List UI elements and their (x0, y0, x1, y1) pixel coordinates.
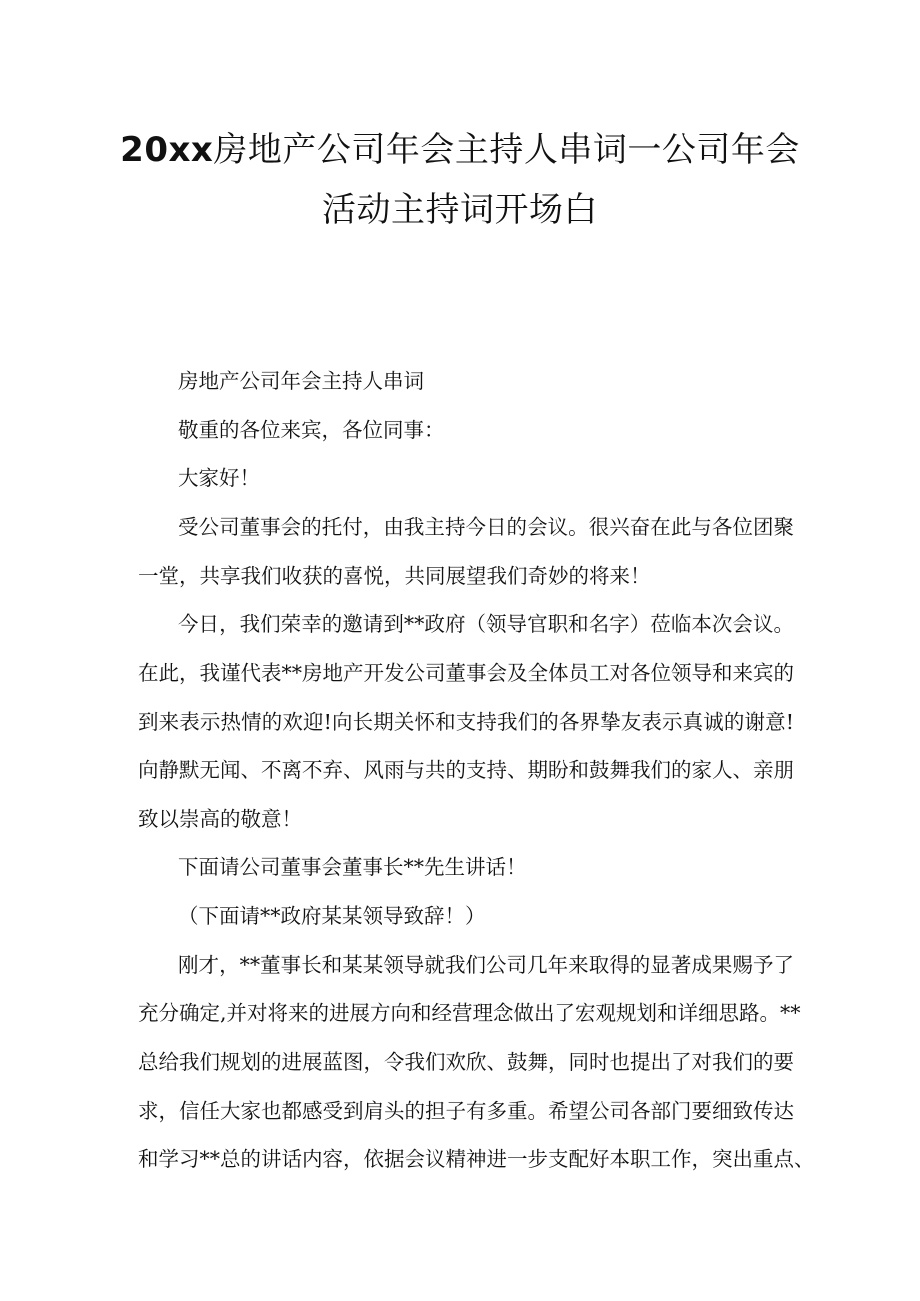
body-line: 总给我们规划的进展蓝图，令我们欢欣、鼓舞，同时也提出了对我们的要 (138, 1050, 794, 1074)
body-line: 今日，我们荣幸的邀请到**政府（领导官职和名字）莅临本次会议。 (178, 612, 794, 636)
body-line: 充分确定,并对将来的进展方向和经营理念做出了宏观规划和详细思路。** (138, 1001, 801, 1025)
document-title-line-2: 活动主持词开场白 (322, 190, 598, 230)
body-line: 向静默无闻、不离不弃、风雨与共的支持、期盼和鼓舞我们的家人、亲朋 (138, 758, 794, 782)
body-line: 刚才，**董事长和某某领导就我们公司几年来取得的显著成果赐予了 (178, 953, 794, 977)
body-line: 到来表示热情的欢迎!向长期关怀和支持我们的各界挚友表示真诚的谢意! (138, 710, 794, 734)
body-line: 一堂，共享我们收获的喜悦，共同展望我们奇妙的将来！ (138, 564, 651, 588)
body-line: 下面请公司董事会董事长**先生讲话！ (178, 855, 527, 879)
body-line: 和学习**总的讲话内容，依据会议精神进一步支配好本职工作，突出重点、 (138, 1147, 815, 1171)
salutation: 敬重的各位来宾，各位同事： (178, 418, 445, 442)
greeting: 大家好！ (178, 466, 260, 490)
body-line: 在此，我谨代表**房地产开发公司董事会及全体员工对各位领导和来宾的 (138, 661, 794, 685)
body-line: 求，信任大家也都感受到肩头的担子有多重。希望公司各部门要细致传达 (138, 1099, 794, 1123)
body-line: 致以崇高的敬意！ (138, 807, 302, 831)
title-year-prefix: 20xx (120, 130, 214, 170)
body-line: 受公司董事会的托付，由我主持今日的会议。很兴奋在此与各位团聚 (178, 515, 794, 539)
paragraph-heading: 房地产公司年会主持人串词 (178, 369, 424, 393)
body-line: （下面请**政府某某领导致辞！） (178, 904, 486, 928)
title-line-1-text: 房地产公司年会主持人串词一公司年会 (213, 130, 800, 170)
document-title-line-1 (100, 120, 820, 180)
